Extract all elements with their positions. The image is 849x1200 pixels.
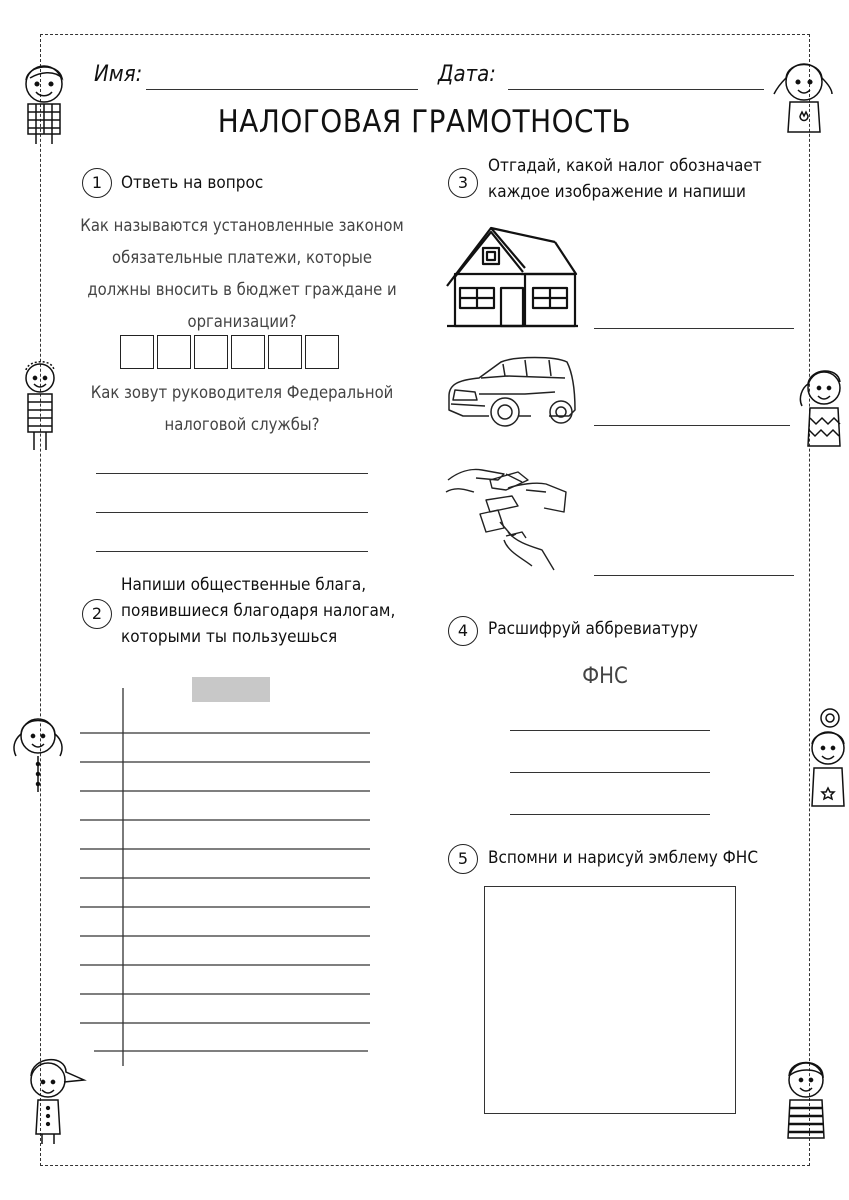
task-5-label: Вспомни и нарисуй эмблему ФНС: [488, 848, 758, 868]
task-3-label: [488, 153, 762, 205]
name-label: Имя:: [94, 62, 143, 87]
answer-line[interactable]: [96, 512, 368, 513]
girl-pigtails-icon: [8, 704, 68, 794]
money-handover-image: [446, 462, 576, 574]
answer-line[interactable]: [96, 551, 368, 552]
question-1-line: Как называются установленные законом: [80, 216, 404, 235]
task-3-number: 3: [448, 168, 478, 198]
task-3-label-line: Отгадай, какой налог обозначает: [488, 156, 762, 176]
boy-striped-icon: [776, 1050, 838, 1142]
task-1-question-2: [74, 377, 410, 441]
girl-bun-icon: [800, 706, 849, 810]
letter-box[interactable]: [268, 335, 302, 369]
task-4-label: Расшифруй аббревиатуру: [488, 619, 698, 639]
date-label: Дата:: [438, 62, 496, 87]
answer-line[interactable]: [510, 814, 710, 815]
boy-cap-icon: [20, 1050, 88, 1146]
house-image: [445, 222, 580, 330]
answer-line[interactable]: [594, 328, 794, 329]
question-1-line: организации?: [187, 312, 297, 331]
abbreviation-text: ФНС: [582, 664, 628, 689]
task-3-label-line: каждое изображение и напиши: [488, 182, 746, 202]
task-1-number: 1: [82, 168, 112, 198]
name-line[interactable]: [146, 89, 418, 90]
answer-line[interactable]: [510, 730, 710, 731]
letter-box[interactable]: [231, 335, 265, 369]
question-2-line: налоговой службы?: [164, 415, 320, 434]
answer-line[interactable]: [594, 575, 794, 576]
task-5-number: 5: [448, 844, 478, 874]
answer-line[interactable]: [510, 772, 710, 773]
letter-box[interactable]: [194, 335, 228, 369]
ruled-lines[interactable]: [80, 688, 380, 1068]
task-2-label-line: которыми ты пользуешься: [121, 627, 338, 647]
task-4-number: 4: [448, 616, 478, 646]
task-2-label: [121, 572, 395, 650]
boy-plaid-icon: [14, 56, 74, 146]
boy-curly-icon: [14, 354, 64, 454]
task-1-label: Ответь на вопрос: [121, 173, 264, 193]
car-image: [445, 354, 579, 430]
task-2-label-line: появившиеся благодаря налогам,: [121, 601, 396, 621]
answer-letter-boxes[interactable]: [120, 335, 342, 369]
letter-box[interactable]: [305, 335, 339, 369]
girl-cat-shirt-icon: [772, 50, 834, 140]
question-2-line: Как зовут руководителя Федеральной: [90, 383, 394, 402]
page-title: НАЛОГОВАЯ ГРАМОТНОСТЬ: [217, 104, 632, 140]
answer-line[interactable]: [96, 473, 368, 474]
date-line[interactable]: [508, 89, 764, 90]
girl-ponytail-icon: [796, 358, 846, 454]
task-1-question-1: [74, 210, 410, 338]
question-1-line: обязательные платежи, которые: [111, 248, 373, 267]
drawing-area[interactable]: [484, 886, 736, 1114]
letter-box[interactable]: [157, 335, 191, 369]
letter-box[interactable]: [120, 335, 154, 369]
answer-line[interactable]: [594, 425, 790, 426]
task-2-label-line: Напиши общественные блага,: [121, 575, 367, 595]
question-1-line: должны вносить в бюджет граждане и: [87, 280, 397, 299]
task-2-number: 2: [82, 599, 112, 629]
